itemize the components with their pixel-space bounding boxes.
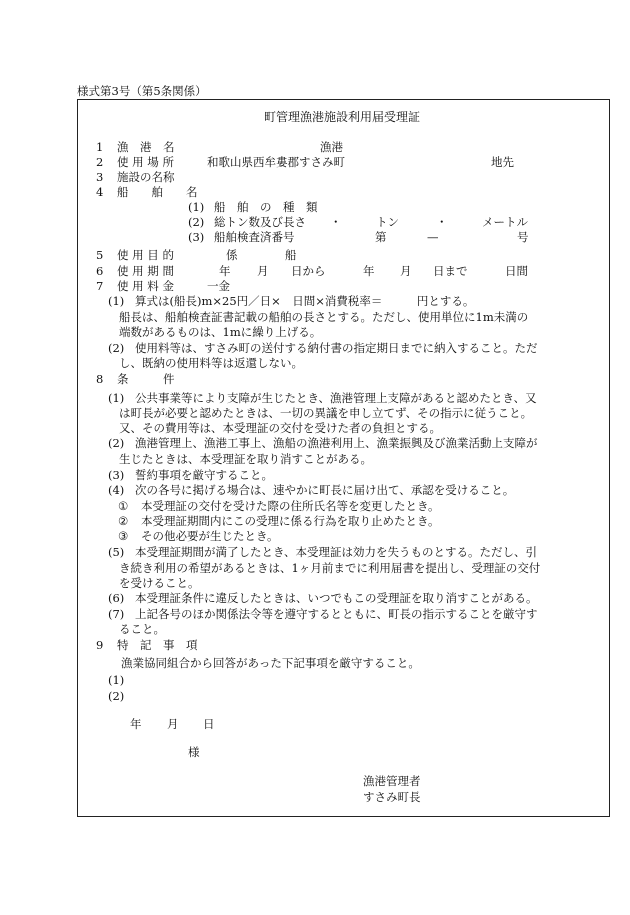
condition-7-line-2: ること。 [119, 622, 165, 636]
issuer-name: すさみ町長 [363, 790, 421, 804]
condition-4-sub-1-number: ① [118, 499, 129, 513]
condition-5-number: (5) [108, 545, 125, 559]
item-7-value: 一金 [207, 279, 230, 293]
ship-3-go: 号 [517, 230, 529, 244]
condition-5-line-2: き続き利用の希望があるときは、1ヶ月前までに利用届書を提出し、受理証の交付 [119, 561, 541, 575]
condition-5-line-3: を受けること。 [119, 576, 200, 590]
item-2-suffix: 地先 [491, 155, 514, 169]
item-5-fune: 船 [285, 248, 297, 262]
page-title: 町管理漁港施設利用届受理証 [264, 110, 421, 124]
item-6-day-2: 日まで [433, 264, 468, 278]
item-2-value: 和歌山県西牟婁郡すさみ町 [207, 155, 345, 169]
ship-3-label: 船舶検査済番号 [214, 230, 295, 244]
item-6-month-1: 月 [257, 264, 269, 278]
conditions-heading: 条 件 [117, 372, 175, 386]
special-notes-heading: 特 記 事 項 [117, 638, 198, 652]
item-4-label: 船 舶 名 [117, 185, 198, 199]
condition-4-number: (4) [108, 483, 125, 497]
item-6-year-2: 年 [363, 264, 375, 278]
condition-4-sub-3-number: ③ [118, 529, 129, 543]
item-2-number: 2 [96, 155, 104, 169]
condition-2-line-1: 漁港管理上、漁港工事上、漁船の漁港利用上、漁業振興及び漁業活動上支障が [135, 436, 538, 450]
ship-2-ton: トン [376, 215, 399, 229]
fee-2-number: (2) [108, 341, 125, 355]
condition-4-sub-1: 本受理証の交付を受けた際の住所氏名等を変更したとき。 [141, 499, 440, 513]
ship-2-dot-1: ・ [330, 215, 342, 229]
ship-1-number: (1) [188, 200, 205, 214]
ship-1-label: 船 舶 の 種 類 [214, 200, 318, 214]
fee-2-line-2: し、既納の使用料等は返還しない。 [119, 356, 303, 370]
condition-2-line-2: 生じたときは、本受理証を取り消すことがある。 [119, 452, 372, 466]
ship-3-dai: 第 [375, 230, 387, 244]
ship-2-number: (2) [188, 215, 205, 229]
item-6-label: 使 用 期 間 [117, 264, 174, 278]
item-1-value: 漁港 [320, 140, 343, 154]
item-1-label: 漁 港 名 [117, 140, 175, 154]
condition-4-sub-2-number: ② [118, 514, 129, 528]
condition-6-line-1: 本受理証条件に違反したときは、いつでもこの受理証を取り消すことがある。 [135, 591, 538, 605]
date-day: 日 [203, 717, 215, 731]
date-month: 月 [167, 717, 179, 731]
condition-2-number: (2) [108, 436, 125, 450]
item-5-number: 5 [96, 248, 104, 262]
condition-4-line-1: 次の各号に掲げる場合は、速やかに町長に届け出て、承認を受けること。 [135, 483, 515, 497]
date-year: 年 [130, 717, 142, 731]
form-number: 様式第3号（第5条関係） [77, 84, 207, 98]
fee-2-line-1: 使用料等は、すさみ町の送付する納付書の指定期日までに納入すること。ただ [135, 341, 538, 355]
item-6-month-2: 月 [400, 264, 412, 278]
item-6-year-1: 年 [219, 264, 231, 278]
item-6-days: 日間 [505, 264, 528, 278]
fee-1-line-2: 船長は、船舶検査証書記載の船舶の長さとする。ただし、使用単位に1m未満の [119, 310, 529, 324]
condition-3-number: (3) [108, 468, 125, 482]
condition-1-line-3: 又、その費用等は、本受理証の交付を受けた者の負担とする。 [119, 421, 441, 435]
condition-6-number: (6) [108, 591, 125, 605]
ship-2-label: 総トン数及び長さ [214, 215, 306, 229]
condition-4-sub-2: 本受理証期間内にこの受理に係る行為を取り止めたとき。 [141, 514, 440, 528]
issuer-title: 漁港管理者 [363, 774, 421, 788]
condition-7-number: (7) [108, 607, 125, 621]
ship-3-number: (3) [188, 230, 205, 244]
item-7-number: 7 [96, 279, 104, 293]
special-note-2: (2) [108, 689, 125, 703]
conditions-number: 8 [96, 372, 104, 386]
item-2-label: 使 用 場 所 [117, 155, 174, 169]
special-notes-number: 9 [96, 638, 104, 652]
ship-2-meter: メートル [482, 215, 528, 229]
fee-1-line-1: 算式は(船長)m×25円／日× 日間×消費税率＝ 円とする。 [135, 294, 475, 308]
condition-1-line-2: は町長が必要と認めたときは、一切の異議を申し立てず、その指示に従うこと。 [119, 406, 533, 420]
item-3-label: 施設の名称 [117, 170, 175, 184]
condition-7-line-1: 上記各号のほか関係法令等を遵守するとともに、町長の指示することを厳守す [135, 607, 538, 621]
condition-4-sub-3: その他必要が生じたとき。 [141, 529, 279, 543]
condition-1-number: (1) [108, 391, 125, 405]
condition-1-line-1: 公共事業等により支障が生じたとき、漁港管理上支障があると認めたとき、又 [135, 391, 537, 405]
fee-1-number: (1) [108, 294, 125, 308]
item-7-label: 使 用 料 金 [117, 279, 174, 293]
item-6-number: 6 [96, 264, 104, 278]
item-5-kakari: 係 [226, 248, 238, 262]
ship-3-dash: — [427, 230, 439, 244]
item-3-number: 3 [96, 170, 104, 184]
condition-5-line-1: 本受理証期間が満了したとき、本受理証は効力を失うものとする。ただし、引 [135, 545, 538, 559]
ship-2-dot-2: ・ [436, 215, 448, 229]
item-1-number: 1 [96, 140, 104, 154]
condition-3-line-1: 誓約事項を厳守すること。 [135, 468, 273, 482]
item-4-number: 4 [96, 185, 104, 199]
item-6-day-1: 日から [291, 264, 326, 278]
special-note-1: (1) [108, 673, 125, 687]
special-notes-text: 漁業協同組合から回答があった下記事項を厳守すること。 [121, 656, 420, 670]
item-5-label: 使 用 目 的 [117, 248, 174, 262]
addressee-sama: 様 [188, 745, 200, 759]
fee-1-line-3: 端数があるものは、1mに繰り上げる。 [119, 325, 322, 339]
